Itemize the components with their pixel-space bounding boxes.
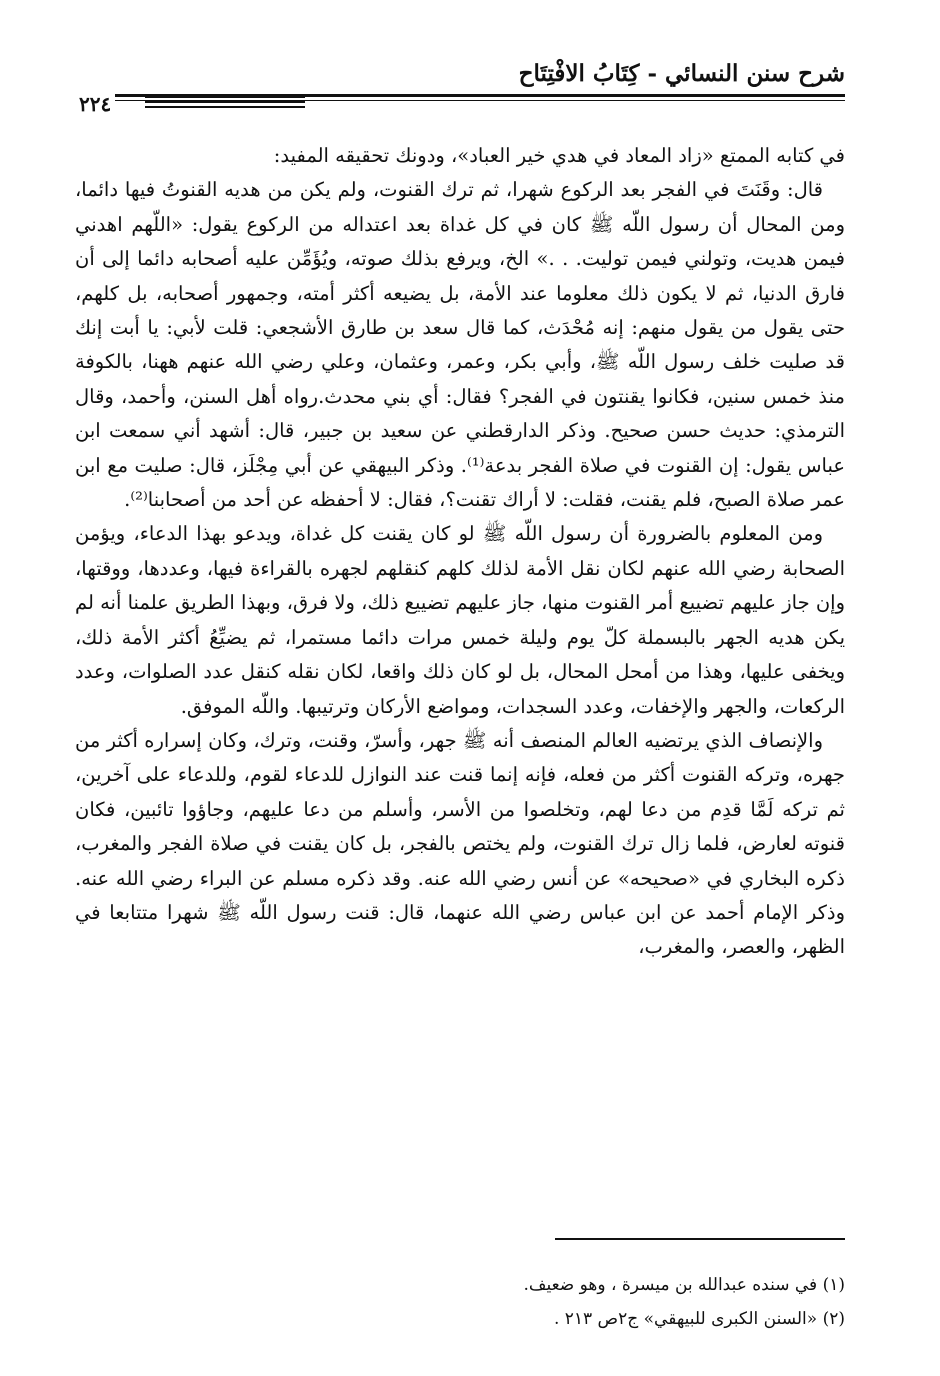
ornament-line <box>145 106 305 108</box>
footnote: (١) في سنده عبدالله بن ميسرة ، وهو ضعيف. <box>523 1275 845 1295</box>
body-text <box>75 139 845 965</box>
running-header <box>75 58 845 94</box>
page-number: ٢٢٤ <box>75 92 115 116</box>
footnote-separator <box>555 1238 845 1240</box>
ornament-line <box>145 101 305 103</box>
page-number-block <box>75 92 305 118</box>
footnotes <box>75 1268 845 1336</box>
paragraph: في كتابه الممتع «زاد المعاد في هدي خير العباد»، ودونك تحقيقه المفيد: <box>273 144 845 167</box>
paragraph: قال: وقَنَتَ في الفجر بعد الركوع شهرا، ثم ترك القنوت، ولم يكن من هديه القنوتُ فيها دائما، ومن المحال أن رسول اللّه ﷺ كان في كل غداة بعد اعتداله من الركوع يقول: «اللّهم اهدني فيمن هديت، وتولني فيمن توليت. . .» الخ، ويرفع بذلك صوته، ويُؤَمِّن عليه أصحابه دائما إلى أن فارق الدنيا، ثم لا يكون ذلك معلوما عند الأمة، بل يضيعه أكثر أمته، وجمهور أصحابه، بل كلهم، حتى يقول من يقول منهم: إنه مُحْدَث، كما قال سعد بن طارق الأشجعي: قلت لأبي: يا أبت إنك قد صليت خلف رسول اللّه ﷺ، وأبي بكر، وعمر، وعثمان، وعلي رضي الله عنهم ههنا، بالكوفة منذ خمس سنين، فكانوا يقنتون في الفجر؟ فقال: أي بني محدث.رواه أهل السنن، وأحمد، وقال الترمذي: حديث حسن صحيح. وذكر الدارقطني عن سعيد بن جبير، قال: أشهد أني سمعت ابن عباس يقول: إن القنوت في صلاة الفجر بدعة⁽¹⁾. وذكر البيهقي عن أبي مِجْلَز، قال: صليت مع ابن عمر صلاة الصبح، فلم يقنت، فقلت: لا أراك تقنت؟، فقال: لا أحفظه عن أحد من أصحابنا⁽²⁾. <box>75 178 846 512</box>
ornament-line <box>145 96 305 98</box>
header-title: شرح سنن النسائي - كِتَابُ الافْتِتَاح <box>518 60 845 87</box>
footnote: (٢) «السنن الكبرى للبيهقي» ج٢ص ٢١٣ . <box>553 1309 845 1329</box>
paragraph: ومن المعلوم بالضرورة أن رسول اللّه ﷺ لو كان يقنت كل غداة، ويدعو بهذا الدعاء، ويؤمن الصحابة رضي الله عنهم لكان نقل الأمة لذلك كلهم كنقلهم لجهره بالقراءة فيها، وعددها، ووقتها، وإن جاز عليهم تضييع أمر القنوت منها، جاز عليهم تضييع ذلك، ولا فرق، وبهذا الطريق علمنا أنه لم يكن هديه الجهر بالبسملة كلّ يوم وليلة خمس مرات دائما مستمرا، ثم يضيِّعُ أكثر الأمة ذلك، ويخفى عليها، وهذا من أمحل المحال، بل لو كان ذلك واقعا، لكان نقله كنقل عدد الصلوات، وعدد الركعات، والجهر والإخفات، وعدد السجدات، ومواضع الأركان وترتيبها. واللّه الموفق. <box>74 522 845 718</box>
paragraph: والإنصاف الذي يرتضيه العالم المنصف أنه ﷺ جهر، وأسرّ، وقنت، وترك، وكان إسراره أكثر من جهره، وتركه القنوت أكثر من فعله، فإنه إنما قنت عند النوازل للدعاء لقوم، وللدعاء على آخرين، ثم تركه لَمَّا قدِم من دعا لهم، وتخلصوا من الأسر، وأسلم من دعا عليهم، وجاؤوا تائبين، فكان قنوته لعارض، فلما زال ترك القنوت، ولم يختص بالفجر، بل كان يقنت في صلاة الفجر والمغرب، ذكره البخاري في «صحيحه» عن أنس رضي الله عنه. وقد ذكره مسلم عن البراء رضي الله عنه. وذكر الإمام أحمد عن ابن عباس رضي الله عنهما، قال: قنت رسول اللّه ﷺ شهرا متتابعا في الظهر، والعصر، والمغرب، <box>75 728 845 959</box>
